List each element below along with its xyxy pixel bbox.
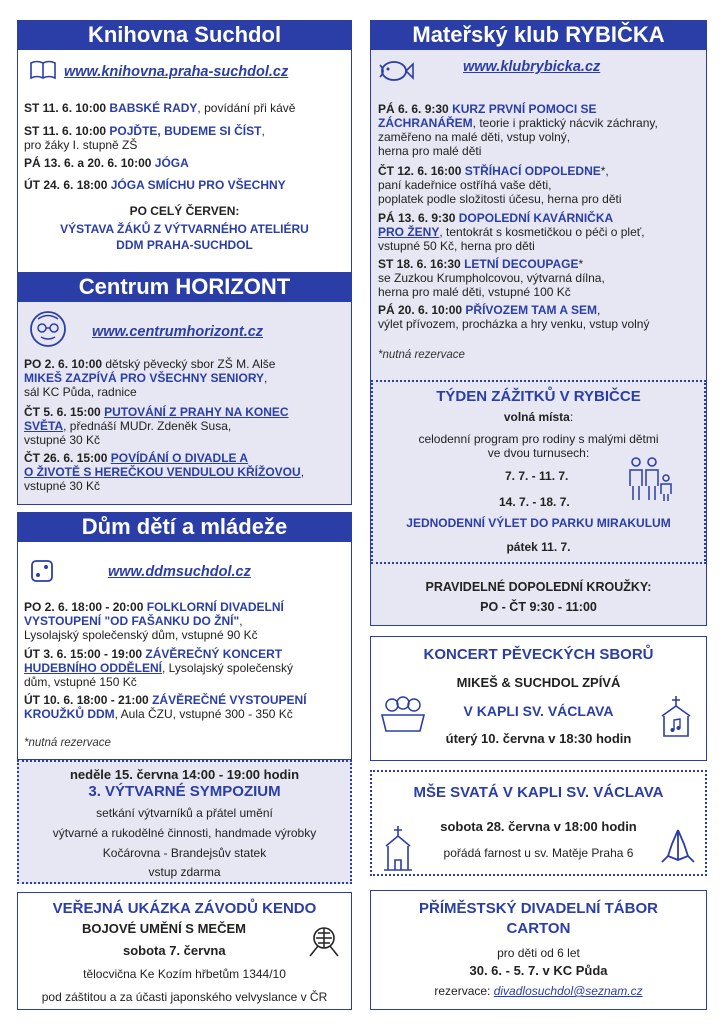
ddm-url-link[interactable]: www.ddmsuchdol.cz	[108, 564, 251, 580]
ddm-event-1	[24, 600, 284, 642]
tyden-trip: JEDNODENNÍ VÝLET DO PARKU MIRAKULUM	[406, 516, 671, 530]
symposium-line2: výtvarné a rukodělné činnosti, handmade výrobky	[52, 826, 317, 840]
event-desc: , Lysolajský společenský	[162, 661, 293, 675]
tyden-line1: celodenní program pro rodiny s malými dětmi	[418, 432, 659, 446]
knihovna-june-head: PO CELÝ ČERVEN:	[129, 204, 240, 218]
event-desc: se Zuzkou Krumpholcovou, výtvarná dílna,	[378, 271, 605, 285]
ddm-note: *nutná rezervace	[24, 737, 111, 749]
rybicka-event-5	[378, 303, 649, 331]
knihovna-event-3	[24, 156, 189, 170]
symposium-line4: vstup zdarma	[148, 865, 221, 879]
event-desc: zaměřeno na malé děti, vstup volný,	[378, 130, 571, 144]
event-desc: výlet přívozem, procházka a hry venku, vstup volný	[378, 317, 650, 331]
event-desc: dům, vstupné 150 Kč	[24, 675, 137, 689]
event-date: ST 11. 6. 10:00	[24, 124, 107, 138]
event-title: LETNÍ DECOUPAGE	[464, 257, 579, 271]
event-desc: , přednáší MUDr. Zdeněk Susa,	[63, 419, 232, 433]
event-title: SVĚTA	[24, 419, 64, 433]
chapel-note-icon	[656, 694, 696, 741]
family-icon	[626, 456, 674, 505]
kendo-patron: pod záštitou a za účasti japonského velvyslance v ČR	[41, 990, 328, 1004]
kendo-mask-icon	[304, 920, 344, 963]
event-desc: dětský pěvecký sbor ZŠ M. Alše	[102, 357, 276, 371]
event-title: DOPOLEDNÍ KAVÁRNIČKA	[458, 211, 614, 225]
event-desc: , povídání při kávě	[197, 101, 296, 115]
event-desc: , teorie i praktický nácvik záchrany,	[472, 116, 658, 130]
tyden-free-colon: :	[569, 410, 574, 424]
horizont-header: Centrum HORIZONT	[17, 272, 352, 302]
horizont-event-2	[24, 405, 289, 447]
event-desc: herna pro malé děti	[378, 144, 482, 158]
event-date: ÚT 3. 6. 15:00 - 19:00	[24, 647, 143, 661]
mse-date: sobota 28. června v 18:00 hodin	[440, 819, 637, 834]
koncert-date: úterý 10. června v 18:30 hodin	[445, 731, 632, 746]
krouzky-line2: PO - ČT 9:30 - 11:00	[480, 600, 597, 614]
praying-hands-icon	[658, 826, 698, 869]
event-title: STŘÍHACÍ ODPOLEDNE	[464, 164, 601, 178]
symposium-line3: Kočárovna - Brandejsův statek	[102, 846, 267, 860]
kendo-place: tělocvična Ke Kozím hřbetům 1344/10	[83, 967, 286, 981]
koncert-sub: MIKEŠ & SUCHDOL ZPÍVÁ	[456, 675, 621, 690]
horizont-event-1	[24, 357, 275, 399]
event-title: PRO ŽENY	[378, 225, 440, 239]
tabor-res-label: rezervace:	[434, 984, 494, 998]
event-date: ST 11. 6. 10:00	[24, 101, 107, 115]
event-desc: paní kadeřnice ostříhá vaše děti,	[378, 178, 552, 192]
knihovna-event-2	[24, 124, 265, 152]
tyden-trip-date: pátek 11. 7.	[506, 540, 571, 554]
event-date: PÁ 13. 6. 9:30	[378, 211, 456, 225]
book-icon	[30, 60, 56, 83]
symposium-line1: setkání výtvarníků a přátel umění	[96, 806, 273, 820]
event-title: O ŽIVOTĚ S HEREČKOU VENDULOU KŘÍŽOVOU	[24, 465, 301, 479]
event-desc: sál KC Půda, radnice	[24, 385, 137, 399]
tyden-term1: 7. 7. - 11. 7.	[505, 469, 569, 483]
tyden-line2: ve dvou turnusech:	[487, 446, 590, 460]
event-desc: ,	[239, 614, 243, 628]
event-title: ZÁCHRANÁŘEM	[378, 116, 473, 130]
tabor-reservation	[370, 984, 707, 998]
event-desc: pro žáky I. stupně ZŠ	[24, 138, 138, 152]
event-desc: , Aula ČZU, vstupné 300 - 350 Kč	[114, 707, 293, 721]
tyden-free: volná místa	[503, 410, 570, 424]
tabor-date: 30. 6. - 5. 7. v KC Půda	[469, 963, 608, 978]
event-title: POJĎTE, BUDEME SI ČÍST	[109, 124, 262, 138]
event-desc: Lysolajský společenský dům, vstupné 90 Kč	[24, 628, 258, 642]
krouzky-line1: PRAVIDELNÉ DOPOLEDNÍ KROUŽKY:	[425, 580, 652, 594]
rybicka-url-link[interactable]: www.klubrybicka.cz	[463, 59, 601, 75]
event-desc: ,	[596, 303, 601, 317]
tabor-age: pro děti od 6 let	[497, 946, 580, 960]
rybicka-event-4	[378, 257, 605, 299]
event-desc: vstupné 30 Kč	[24, 433, 101, 447]
knihovna-header: Knihovna Suchdol	[17, 20, 352, 50]
rybicka-event-3	[378, 211, 645, 253]
ddm-event-2	[24, 647, 293, 689]
ddm-header: Dům dětí a mládeže	[17, 512, 352, 542]
event-title: MIKEŠ ZAZPÍVÁ PRO VŠECHNY SENIORY	[24, 371, 265, 385]
event-date: ÚT 24. 6. 18:00	[24, 178, 108, 192]
church-icon	[380, 824, 416, 875]
event-date: PO 2. 6. 18:00 - 20:00	[24, 600, 144, 614]
event-date: PÁ 13. 6. a 20. 6. 10:00	[24, 156, 152, 170]
knihovna-june-line1: VÝSTAVA ŽÁKŮ Z VÝTVARNÉHO ATELIÉRU	[60, 222, 309, 236]
tyden-term2: 14. 7. - 18. 7.	[499, 495, 570, 509]
knihovna-june-line2: DDM PRAHA-SUCHDOL	[116, 238, 253, 252]
event-desc: vstupné 30 Kč	[24, 479, 101, 493]
koncert-title: KONCERT PĚVECKÝCH SBORŮ	[423, 646, 654, 663]
event-title: VYSTOUPENÍ "OD FAŠANKU DO ŽNÍ"	[24, 614, 240, 628]
event-date: ST 18. 6. 16:30	[378, 257, 461, 271]
kendo-title: VEŘEJNÁ UKÁZKA ZÁVODŮ KENDO	[52, 900, 317, 917]
event-date: ÚT 10. 6. 18:00 - 21:00	[24, 693, 149, 707]
choir-icon	[380, 693, 426, 736]
horizont-event-3	[24, 451, 304, 493]
tabor-title2: CARTON	[506, 920, 571, 937]
event-date: ČT 5. 6. 15:00	[24, 405, 101, 419]
fish-icon	[376, 56, 414, 89]
knihovna-event-1	[24, 101, 295, 115]
event-desc: vstupné 50 Kč, herna pro děti	[378, 239, 535, 253]
event-title: ZÁVĚREČNÝ KONCERT	[145, 647, 283, 661]
event-desc: *	[578, 257, 584, 271]
event-desc: ,	[261, 124, 265, 138]
event-date: ČT 26. 6. 15:00	[24, 451, 108, 465]
rybicka-event-2	[378, 164, 622, 206]
symposium-title: 3. VÝTVARNÉ SYMPOZIUM	[88, 783, 281, 800]
dice-icon	[30, 559, 54, 586]
event-date: PO 2. 6. 10:00	[24, 357, 103, 371]
event-title: BABSKÉ RADY	[109, 101, 198, 115]
event-date: ČT 12. 6. 16:00	[378, 164, 462, 178]
rybicka-event-1	[378, 102, 658, 158]
event-title: FOLKLORNÍ DIVADELNÍ	[146, 600, 284, 614]
event-desc: ,	[264, 371, 268, 385]
event-date: PÁ 6. 6. 9:30	[378, 102, 449, 116]
kendo-sub: BOJOVÉ UMĚNÍ S MEČEM	[82, 921, 246, 936]
koncert-place: V KAPLI SV. VÁCLAVA	[463, 703, 614, 719]
event-desc: , tentokrát s kosmetičkou o péči o pleť,	[439, 225, 645, 239]
event-desc: herna pro malé děti, vstupné 100 Kč	[378, 285, 571, 299]
rybicka-note: *nutná rezervace	[378, 349, 465, 361]
tyden-free-line	[371, 410, 706, 424]
event-title: KURZ PRVNÍ POMOCI SE	[452, 102, 597, 116]
senior-face-icon	[28, 309, 68, 352]
ddm-event-3	[24, 693, 307, 721]
event-desc: ,	[300, 465, 305, 479]
kendo-date: sobota 7. června	[123, 943, 226, 958]
knihovna-event-4	[24, 178, 286, 192]
event-desc: poplatek podle složitosti účesu, herna pro děti	[378, 192, 622, 206]
rybicka-header: Mateřský klub RYBIČKA	[370, 20, 707, 50]
mse-title: MŠE SVATÁ V KAPLI SV. VÁCLAVA	[413, 784, 664, 801]
tabor-title1: PŘÍMĚSTSKÝ DIVADELNÍ TÁBOR	[419, 900, 658, 917]
event-date: PÁ 20. 6. 10:00	[378, 303, 463, 317]
mse-org: pořádá farnost u sv. Matěje Praha 6	[443, 846, 634, 860]
event-title: PŘÍVOZEM TAM A SEM	[465, 303, 597, 317]
horizont-url-link[interactable]: www.centrumhorizont.cz	[92, 324, 264, 340]
event-title: JÓGA	[154, 156, 189, 170]
symposium-date: neděle 15. června 14:00 - 19:00 hodin	[69, 767, 300, 782]
event-title: POVÍDÁNÍ O DIVADLE A	[110, 451, 249, 465]
event-desc: *,	[600, 164, 609, 178]
tyden-title: TÝDEN ZÁŽITKŮ V RYBIČCE	[436, 388, 641, 405]
knihovna-url-link[interactable]: www.knihovna.praha-suchdol.cz	[64, 64, 289, 80]
event-title: ZÁVĚREČNÉ VYSTOUPENÍ	[152, 693, 307, 707]
event-title: PUTOVÁNÍ Z PRAHY NA KONEC	[104, 405, 289, 419]
event-title: KROUŽKŮ DDM	[24, 707, 115, 721]
event-title: HUDEBNÍHO ODDĚLENÍ	[24, 661, 163, 675]
event-title: JÓGA SMÍCHU PRO VŠECHNY	[110, 178, 286, 192]
tabor-email-link[interactable]: divadlosuchdol@seznam.cz	[493, 984, 643, 998]
